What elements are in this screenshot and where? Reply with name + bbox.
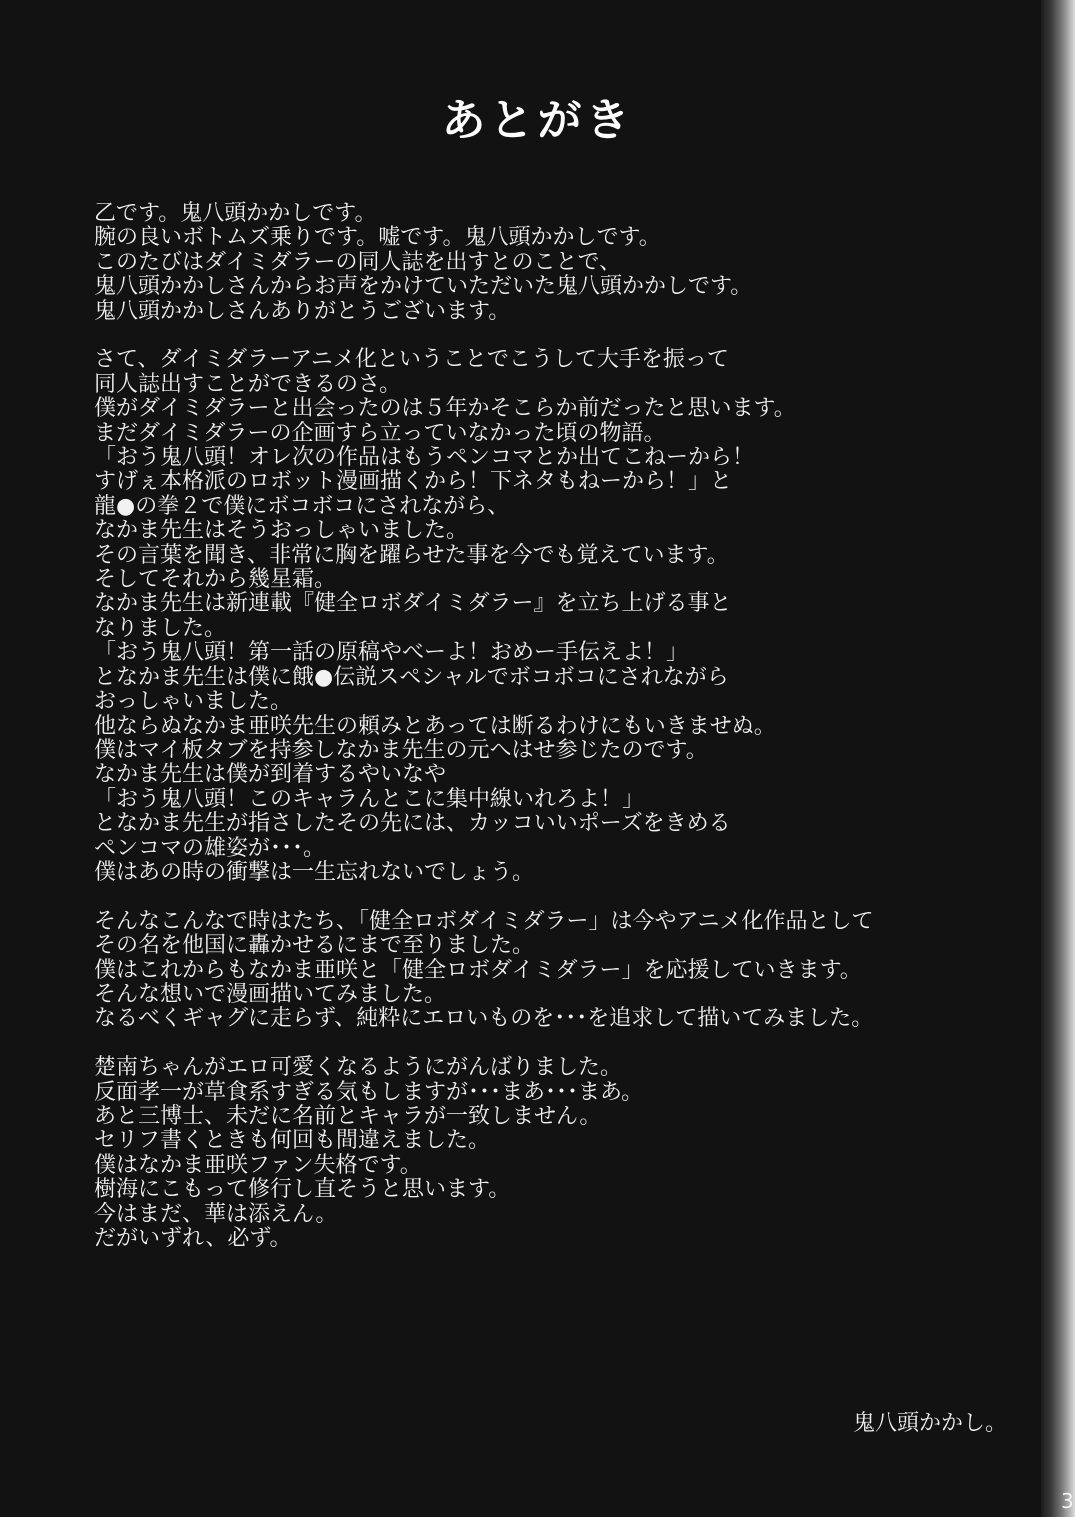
text-line: 僕はあの時の衝撃は一生忘れないでしょう。: [94, 859, 535, 885]
text-line: 僕はマイ板タブを持参しなかま先生の元へはせ参じたのです。: [94, 737, 708, 763]
text-line: なかま先生は新連載『健全ロボダイミダラー』を立ち上げる事と: [94, 591, 732, 617]
text-line: その言葉を聞き、非常に胸を躍らせた事を今でも覚えています。: [94, 542, 729, 568]
text-line: なかま先生は僕が到着するやいなや: [94, 762, 447, 788]
text-line: 「おう鬼八頭！オレ次の作品はもうペンコマとか出てこねーから！: [94, 445, 755, 471]
text-line: 僕はなかま亜咲ファン失格です。: [94, 1152, 422, 1178]
text-line: だがいずれ、必ず。: [94, 1226, 292, 1252]
text-line: すげぇ本格派のロボット漫画描くから！下ネタもねーから！」と: [94, 469, 733, 495]
page-title: あとがき: [441, 95, 634, 146]
text-line: さて、ダイミダラーアニメ化ということでこうして大手を振って: [94, 347, 729, 373]
text-line: 「おう鬼八頭！このキャラんとこに集中線いれろよ！」: [94, 786, 645, 812]
text-line: 鬼八頭かかしさんからお声をかけていただいた鬼八頭かかしです。: [94, 274, 753, 300]
text-line: 僕はこれからもなかま亜咲と「健全ロボダイミダラー」を応援していきます。: [94, 957, 862, 983]
text-line: 乙です。鬼八頭かかしです。: [94, 201, 377, 226]
paragraph-1: [94, 202, 1054, 324]
text-line: 「おう鬼八頭！第一話の原稿やべーよ！おめー手伝えよ！」: [94, 640, 689, 666]
text-line: 同人誌出すことができるのさ。: [94, 371, 402, 397]
text-line: となかま先生が指さしたその先には、カッコいいポーズをきめる: [94, 811, 731, 837]
text-line: その名を他国に轟かせるにまで至りました。: [94, 933, 535, 959]
text-line: 他ならぬなかま亜咲先生の頼みとあっては断るわけにもいきませぬ。: [94, 713, 776, 739]
text-line: 樹海にこもって修行し直そうと思います。: [94, 1177, 511, 1203]
author-signature: 鬼八頭かかし。: [852, 1411, 1007, 1436]
paragraph-2: [94, 348, 1054, 885]
text-line: そんな想いで漫画描いてみました。: [94, 981, 447, 1007]
text-line: 腕の良いボトムズ乗りです。嘘です。鬼八頭かかしです。: [94, 225, 661, 251]
afterword-body: [94, 202, 1054, 1276]
text-line: あと三博士、未だに名前とキャラが一致しません。: [94, 1103, 602, 1129]
text-line: 反面孝一が草食系すぎる気もしますが･･･まあ･･･まあ。: [94, 1079, 644, 1105]
text-line: となかま先生は僕に餓●伝説スペシャルでボコボコにされながら: [94, 664, 729, 690]
text-line: 僕がダイミダラーと出会ったのは５年かそこらか前だったと思います。: [94, 396, 796, 422]
text-line: 鬼八頭かかしさんありがとうございます。: [94, 298, 511, 324]
page-number: 3: [1061, 1490, 1074, 1512]
text-line: そしてそれから幾星霜。: [94, 567, 337, 593]
text-line: そんなこんなで時はたち、「健全ロボダイミダラー」は今やアニメ化作品として: [94, 908, 874, 934]
text-line: 今はまだ、華は添えん。: [94, 1201, 338, 1227]
text-line: まだダイミダラーの企画すら立っていなかった頃の物語。: [94, 420, 666, 446]
paragraph-3: [94, 910, 1054, 1032]
text-line: 楚南ちゃんがエロ可愛くなるようにがんばりました。: [94, 1055, 623, 1081]
text-line: ペンコマの雄姿が･･･。: [94, 835, 326, 861]
text-line: おっしゃいました。: [94, 689, 293, 715]
text-line: セリフ書くときも何回も間違えました。: [94, 1128, 491, 1154]
text-line: 龍●の拳２で僕にボコボコにされながら、: [94, 493, 510, 519]
text-line: なりました。: [94, 615, 227, 641]
text-line: このたびはダイミダラーの同人誌を出すとのことで、: [94, 249, 622, 275]
paragraph-4: [94, 1056, 1054, 1251]
text-line: なるべくギャグに走らず、純粋にエロいものを･･･を追求して描いてみました。: [94, 1006, 874, 1032]
text-line: なかま先生はそうおっしゃいました。: [94, 518, 469, 544]
